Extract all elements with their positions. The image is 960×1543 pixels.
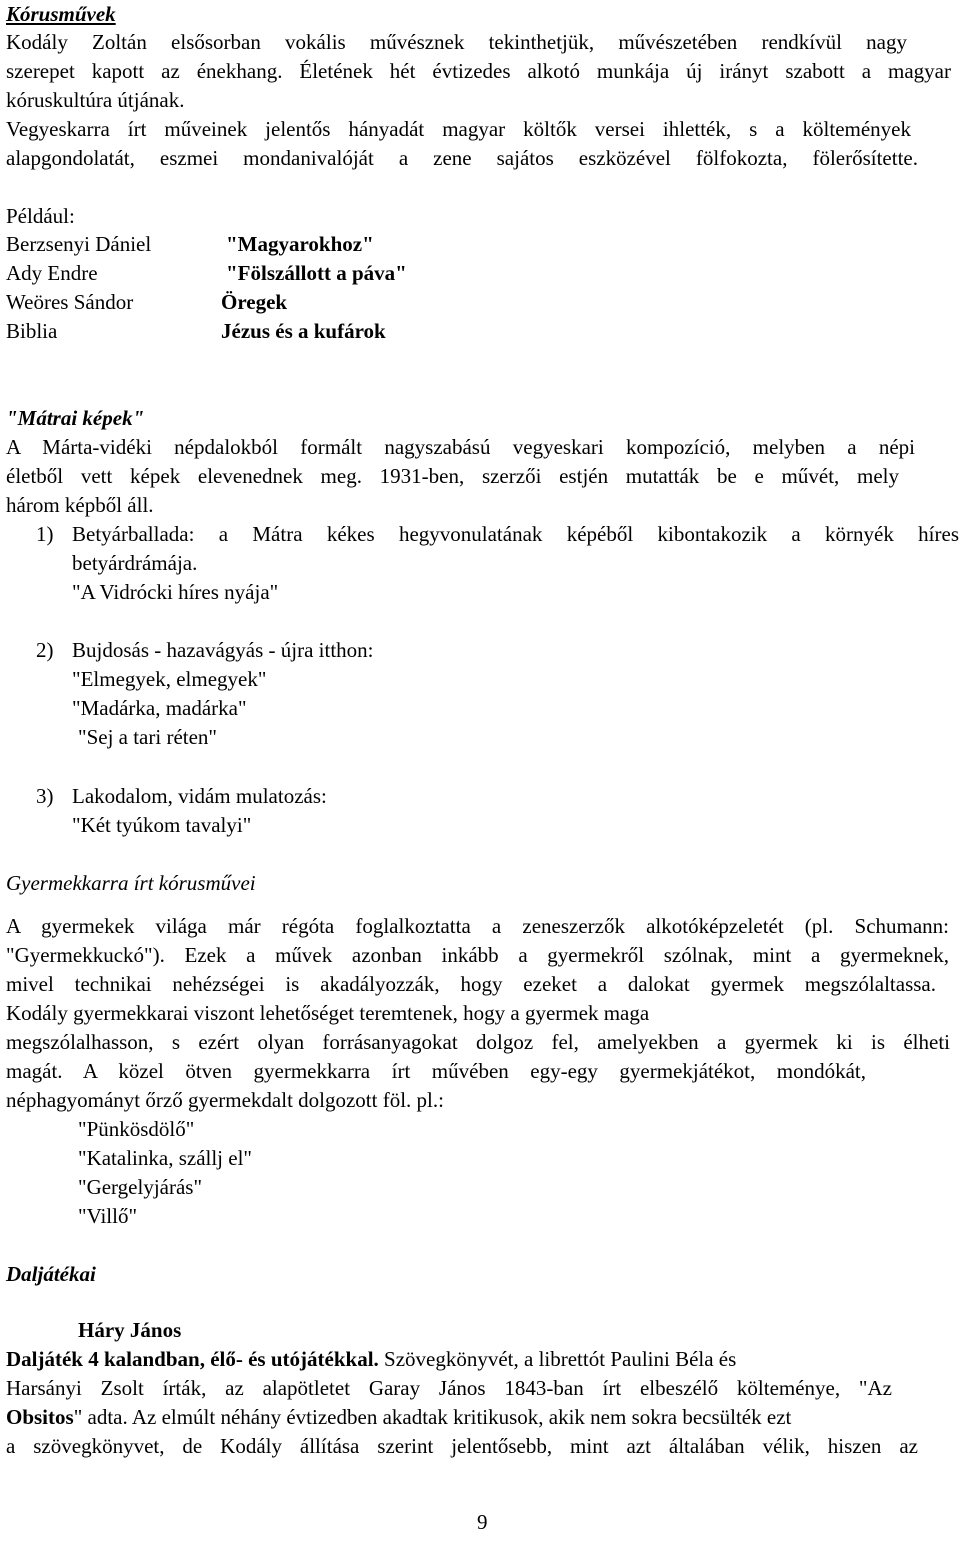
list-item-text: Bujdosás - hazavágyás - újra itthon: [72,638,374,662]
paragraph-line: kóruskultúra útjának. [6,88,185,112]
paragraph-line: három képből áll. [6,493,154,517]
paragraph-line: mivel technikai nehézségei is akadályozzák, hogy ezeket a dalokat gyermek megszólaltassa. [6,972,936,996]
song-title: "Elmegyek, elmegyek" [72,667,267,691]
example-work: "Magyarokhoz" [226,232,374,256]
example-work: Öregek [221,290,288,314]
paragraph-line: A Márta-vidéki népdalokból formált nagyszabású vegyeskari kompozíció, melyben a népi [6,435,915,459]
list-number: 1) [36,522,54,546]
paragraph-line: Kodály Zoltán elsősorban vokális művésznek tekinthetjük, művészetében rendkívül nagy [6,30,907,54]
section-heading-matrai-kepek: "Mátrai képek" [6,406,145,430]
paragraph-line: "Gyermekkuckó"). Ezek a művek azonban inkább a gyermekről szólnak, mint a gyermeknek, [6,943,949,967]
paragraph-line [6,1345,736,1374]
example-author: Weöres Sándor [6,290,134,314]
song-title: "Madárka, madárka" [72,696,247,720]
list-number: 3) [36,784,54,808]
example-author: Biblia [6,319,58,343]
song-title: "Két tyúkom tavalyi" [72,813,252,837]
bold-phrase: Daljáték 4 kalandban, élő- és utójátékkal. [6,1347,379,1371]
paragraph-line: néphagyományt őrző gyermekdalt dolgozott föl. pl.: [6,1088,444,1112]
text-run: Szövegkönyvét, a librettót Paulini Béla és [378,1347,737,1371]
song-title: "Gergelyjárás" [78,1175,203,1199]
paragraph-line: szerepet kapott az énekhang. Életének hét évtizedes alkotó munkája új irányt szabott a magyar [6,59,951,83]
section-heading-daljatekai: Daljátékai [6,1262,96,1286]
work-title: Háry János [78,1318,182,1342]
list-item-text: betyárdrámája. [72,551,198,575]
bold-phrase: Obsitos [6,1405,74,1429]
example-author: Berzsenyi Dániel [6,232,152,256]
list-number: 2) [36,638,54,662]
text-run: " adta. Az elmúlt néhány évtizedben akadtak kritikusok, akik nem sokra becsülték ezt [73,1405,792,1429]
song-title: "Pünkösdölő" [78,1117,195,1141]
paragraph-line: életből vett képek elevenednek meg. 1931-ben, szerzői estjén mutatták be e művét, mely [6,464,899,488]
song-title: "Sej a tari réten" [78,725,218,749]
song-title: "A Vidrócki híres nyája" [72,580,279,604]
examples-label: Például: [6,204,75,228]
paragraph-line: a szövegkönyvet, de Kodály állítása szerint jelentősebb, mint azt általában vélik, hiszen az [6,1434,918,1458]
example-work: Jézus és a kufárok [221,319,386,343]
paragraph-line: Kodály gyermekkarai viszont lehetőséget teremtenek, hogy a gyermek maga [6,1001,650,1025]
paragraph-line: Harsányi Zsolt írták, az alapötletet Garay János 1843-ban írt elbeszélő költeménye, "Az [6,1376,892,1400]
paragraph-line: Vegyeskarra írt műveinek jelentős hányadát magyar költők versei ihlették, s a költemények [6,117,911,141]
paragraph-line: A gyermekek világa már régóta foglalkoztatta a zeneszerzők alkotóképzeletét (pl. Schumann: [6,914,949,938]
song-title: "Katalinka, szállj el" [78,1146,252,1170]
section-heading-gyermekkar: Gyermekkarra írt kórusművei [6,871,256,895]
paragraph-line: megszólalhasson, s ezért olyan forrásanyagokat dolgoz fel, amelyekben a gyermek ki is élheti [6,1030,950,1054]
paragraph-line: alapgondolatát, eszmei mondanivalóját a zene sajátos eszközével fölfokozta, fölerősítette. [6,146,918,170]
list-item-text: Betyárballada: a Mátra kékes hegyvonulatának képéből kibontakozik a környék híres [72,522,959,546]
example-work: "Fölszállott a páva" [226,261,407,285]
paragraph-line: magát. A közel ötven gyermekkarra írt művében egy-egy gyermekjátékot, mondókát, [6,1059,866,1083]
list-item-text: Lakodalom, vidám mulatozás: [72,784,327,808]
paragraph-line [6,1403,791,1432]
song-title: "Villő" [78,1204,138,1228]
section-heading-korusmuvek: Kórusművek [6,2,116,26]
example-author: Ady Endre [6,261,98,285]
page-number: 9 [477,1510,488,1534]
